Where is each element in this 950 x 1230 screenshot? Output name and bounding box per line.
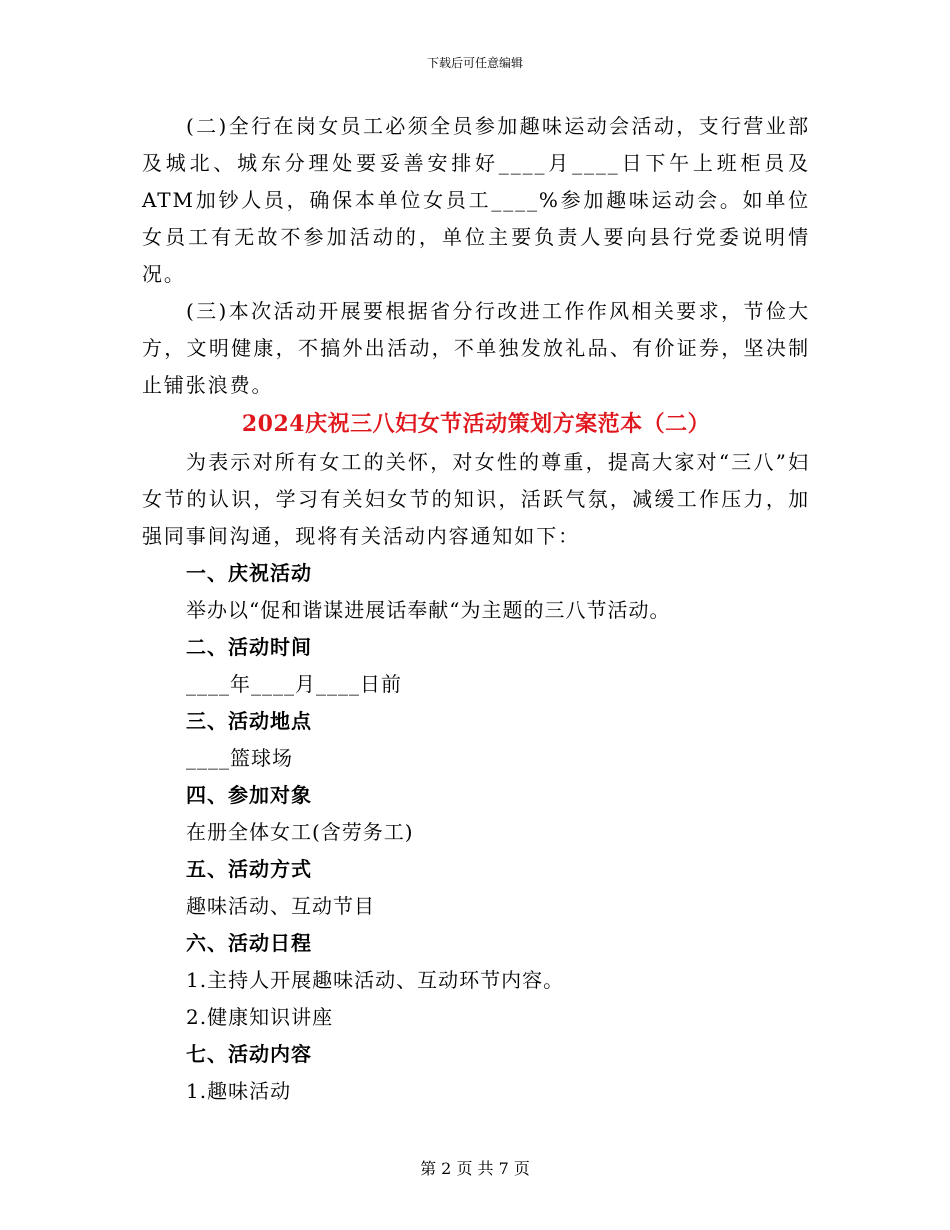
section-heading-7: 七、活动内容	[186, 1042, 312, 1066]
intro-paragraph: 为表示对所有女工的关怀，对女性的尊重，提高大家对“三八”妇女节的认识，学习有关妇女节的知识，活跃气氛，减缓工作压力，加强同事间沟通，现将有关活动内容通知如下：	[142, 450, 810, 548]
section-heading-6: 六、活动日程	[186, 931, 312, 955]
section-7-line-1: 1.趣味活动	[186, 1079, 292, 1103]
section-heading-3: 三、活动地点	[186, 709, 312, 733]
section-2-line-1: ____年____月____日前	[186, 672, 402, 696]
section-1-line-1: 举办以“促和谐谋进展话奉献“为主题的三八节活动。	[186, 598, 671, 622]
section-heading-5: 五、活动方式	[186, 857, 312, 881]
section-heading-2: 二、活动时间	[186, 635, 312, 659]
section-6-line-1: 1.主持人开展趣味活动、互动环节内容。	[186, 968, 565, 992]
paragraph-section-3: (三)本次活动开展要根据省分行改进工作作风相关要求，节俭大方，文明健康，不搞外出活动，不单独发放礼品、有价证券，坚决制止铺张浪费。	[142, 299, 810, 397]
section-heading-4: 四、参加对象	[186, 783, 312, 807]
document-title: 2024庆祝三八妇女节活动策划方案范本（二）	[241, 411, 711, 437]
section-4-line-1: 在册全体女工(含劳务工)	[186, 820, 414, 844]
section-6-line-2: 2.健康知识讲座	[186, 1005, 334, 1029]
page-header: 下载后可任意编辑	[426, 56, 523, 70]
section-3-line-1: ____篮球场	[186, 746, 293, 770]
section-5-line-1: 趣味活动、互动节目	[186, 894, 375, 918]
page-footer: 第 2 页 共 7 页	[420, 1159, 530, 1178]
document-body	[142, 108, 810, 1110]
paragraph-section-2: (二)全行在岗女员工必须全员参加趣味运动会活动，支行营业部及城北、城东分理处要妥善安排好____月____日下午上班柜员及ATM加钞人员，确保本单位女员工____%参加趣味运动会。如单位女员工有无故不参加活动的，单位主要负责人要向县行党委说明情况。	[142, 114, 810, 286]
section-heading-1: 一、庆祝活动	[186, 561, 312, 585]
